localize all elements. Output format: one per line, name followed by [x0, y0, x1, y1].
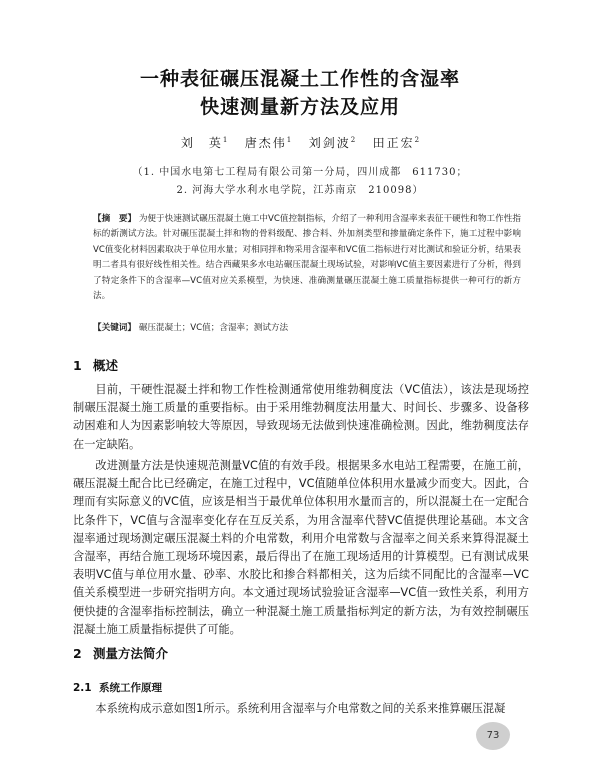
keywords	[93, 321, 521, 336]
affiliation-line-1: （1. 中国水电第七工程局有限公司第一分局，四川成都 611730；	[132, 167, 468, 178]
author-affiliation-mark: 1	[222, 136, 228, 144]
subsection-title: 系统工作原理	[99, 682, 162, 694]
paper-title-line-2: 快速测量新方法及应用	[199, 96, 400, 118]
author-name: 唐杰伟	[244, 136, 287, 150]
abstract	[93, 212, 521, 304]
paper-title-line-1: 一种表征碾压混凝土工作性的含湿率	[139, 68, 460, 90]
author-affiliation-mark: 1	[286, 136, 292, 144]
section-heading	[73, 356, 118, 374]
page-number-badge: 73	[476, 722, 510, 750]
abstract-text: 为便于快速测试碾压混凝土施工中VC值控制指标，介绍了一种利用含湿率来表征干硬性和物工作性指标的新测试方法。针对碾压混凝土拌和物的骨料级配、掺合料、外加剂类型和掺量确定条件下，施工过程中影响VC值变化材料因素取决于单位用水量；对相同拌和物采用含湿率和VC值二指标进行对比测试和验证分析，结果表明二者具有很好线性相关性。结合西藏果多水电站碾压混凝土现场试验，对影响VC值主要因素进行了分析，得到了特定条件下的含湿率—VC值对应关系模型，为快速、准确测量碾压混凝土施工质量指标提供一种可行的新方法。	[93, 214, 521, 302]
abstract-label: 【摘 要】	[93, 214, 137, 224]
author-affiliation-mark: 2	[350, 136, 356, 144]
section-number: 1	[73, 358, 82, 373]
affiliation-line-2: 2. 河海大学水利水电学院，江苏南京 210098）	[176, 185, 424, 196]
body-paragraph: 改进测量方法是快速规范测量VC值的有效手段。根据果多水电站工程需要，在施工前，碾压混凝土配合比已经确定，在施工过程中，VC值随单位体积用水量减少而变大。因此，合理而有实际意义的VC值，应该是相当于最优单位体积用水量而言的，所以混凝土在一定配合比条件下，VC值与含湿率变化存在互反关系，为用含湿率代替VC值提供理论基础。本文含湿率通过现场测定碾压混凝土料的介电常数，利用介电常数与含湿率之间关系来算得混凝土含湿率，再结合施工现场环境因素，最后得出了在施工现场适用的计算模型。已有测试成果表明VC值与单位用水量、砂率、水胶比和掺合料都相关，这为后续不同配比的含湿率—VC值关系模型进一步研究指明方向。本文通过现场试验验证含湿率—VC值一致性关系，利用方便快捷的含湿率指标控制法，确立一种混凝土施工质量指标判定的新方法，为有效控制碾压混凝土施工质量指标提供了可能。	[73, 459, 529, 636]
subsection-number: 2.1	[73, 682, 92, 694]
author-name: 刘剑波	[308, 136, 351, 150]
section-number: 2	[73, 646, 82, 661]
keywords-text: 碾压混凝土；VC值；含湿率；测试方法	[138, 323, 289, 333]
subsection-heading	[73, 680, 162, 695]
author-name: 田正宏	[372, 136, 415, 150]
section-title: 测量方法简介	[93, 646, 169, 661]
author-name: 刘 英	[180, 136, 223, 150]
section-heading	[73, 644, 168, 662]
keywords-label: 【关键词】	[93, 323, 136, 333]
author-affiliation-mark: 2	[414, 136, 420, 144]
section-title: 概述	[93, 358, 119, 373]
body-paragraph: 目前，干硬性混凝土拌和物工作性检测通常使用维勃稠度法（VC值法），该法是现场控制碾压混凝土施工质量的重要指标。由于采用维勃稠度法用量大、时间长、步骤多、设备移动困难和人为因素影响较大等原因，导致现场无法做到快速准确检测。因此，维勃稠度法存在一定缺陷。	[73, 383, 529, 451]
author-list	[0, 134, 600, 151]
body-paragraph: 本系统构成示意如图1所示。系统利用含湿率与介电常数之间的关系来推算碾压混凝	[95, 702, 506, 715]
